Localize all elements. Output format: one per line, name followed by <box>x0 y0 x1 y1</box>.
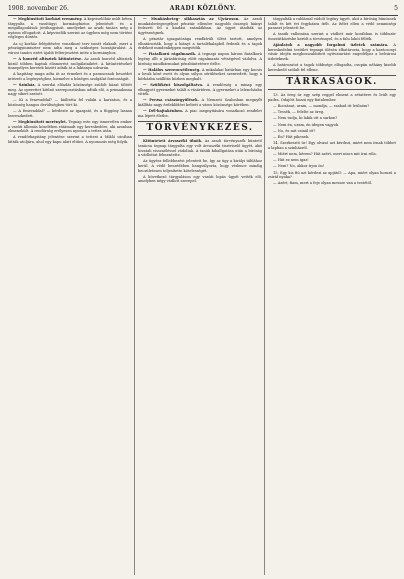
article-paragraph <box>268 129 396 134</box>
article-paragraph <box>268 93 396 102</box>
article-text: — No, és mit csinál itt? <box>273 128 316 133</box>
article-text: A kapitány maga adta át az érmeket és a parancsnok beszédet intézett a legénységhez, kiemelve a hűséges szolgálat fontosságát. <box>8 72 132 81</box>
article-paragraph <box>138 109 262 118</box>
article-paragraph <box>138 83 262 97</box>
newspaper-title: ARADI KÖZLÖNY. <box>169 5 237 12</box>
article-text: Az ügyész fellebbezést jelentett be, így az ügy a királyi táblához kerül. A védő beszédében hangsúlyozta, hogy védence mindig becsületesen teljesítette kötelességét. <box>138 159 262 173</box>
article-paragraph <box>8 135 132 144</box>
page-header <box>8 3 398 16</box>
article-lead: — Dél-bajtakénben. <box>143 109 184 114</box>
article-text: 14. Szerkesztő úr! Egy olvasó azt kérdezi, miért nem írnak többet a lapban a színházról. <box>268 141 396 150</box>
article-paragraph <box>268 104 396 109</box>
article-text: A piac megnyitására vonatkozó rendelet ma lépett életbe. <box>138 109 262 118</box>
article-text: A következő tárgyaláson egy vasúti lopás ügyét vették elő, amelyben négy vádlott szerepel. <box>138 174 262 184</box>
article-paragraph <box>268 164 396 169</box>
article-paragraph <box>138 37 262 51</box>
issue-date: 1908. november 26. <box>8 5 69 12</box>
article-paragraph <box>138 175 262 184</box>
article-text: A rendőrség a minap egy elhagyott gyermeket talált a vásártéren. A gyermeket a lelencházba vitték. <box>138 83 262 97</box>
article-text: A Nemzeti Szalonban megnyílt kiállítás nagy érdeklődést keltett a város közönsége körében. <box>138 98 262 108</box>
article-lead: Kitüntetett árvaszéki ülnök. <box>143 139 203 144</box>
article-paragraph <box>138 139 262 157</box>
column-1 <box>8 17 132 575</box>
article-paragraph <box>268 116 396 121</box>
column-2 <box>138 17 262 575</box>
article-text: — Hát ez nem igaz! <box>273 158 309 163</box>
article-paragraph <box>268 63 396 72</box>
article-paragraph <box>8 98 132 107</box>
article-paragraph <box>138 159 262 173</box>
article-paragraph <box>268 152 396 157</box>
column-rule <box>264 17 265 575</box>
article-text: — Bocsánat, uram, — mondja, — szabad itt leülnöm? <box>273 104 370 109</box>
article-text: — Nem én, uram, én idegen vagyok. <box>273 122 340 127</box>
article-paragraph <box>268 171 396 180</box>
article-text: 13. Az öreg úr egy szép reggel elment a sétatérre és leült egy padra. Odajött hozzá egy fiatalember. <box>268 93 396 102</box>
article-paragraph <box>268 123 396 128</box>
article-paragraph <box>138 98 262 107</box>
article-text: Tegnap este egy ismeretlen ember a vasúti állomás közelében rátámadt egy kereskedőre, aki azonban elmenekült. A rendőrség erélyesen nyomoz a tettes után. <box>8 120 132 134</box>
article-text: A pénztár igazgatósága rendkívüli ülést tartott, amelyen elhatározták, hogy a hiányt a tartalékalapból fedezik és a tagok érdekeit mindenképpen megvédik. <box>138 36 262 51</box>
article-lead: — Szülőként kiszolgáltatva. <box>143 83 204 88</box>
article-text: — A fenevaddal? — kérdezte az igazgató, és a függöny lassan leereszkedett. <box>8 109 132 118</box>
article-lead: — Perzsa császárgyűlések. <box>143 98 199 103</box>
article-text: — Nem? No, akkor írjon ön! <box>273 164 325 169</box>
article-paragraph <box>8 17 132 40</box>
article-text: A határozatot a tagok többsége elfogadta, csupán néhány kisebb kereskedő szólalt fel ellene. <box>268 63 396 72</box>
article-text: A tegnapi napon három fiatalkorú legény állt a járásbíróság előtt rágalmazás vétségével vádolva. A bíróság mindhármukat pénzbüntetésre ítélte. <box>138 52 262 66</box>
page-number: 5 <box>394 5 398 12</box>
article-paragraph <box>268 17 396 31</box>
article-text: A kepviselőház múlt héten tárgyalta a vasútügyi kormánybiztos jelentését és a megállapodások jóváhagyását, amelyeket az aradi tanács még a nyáron elfogadott. A képviselők szerint az ügyben még nem történt végleges döntés. <box>8 17 132 40</box>
section-heading: TÖRVÉNYKEZÉS. <box>138 121 262 136</box>
article-paragraph <box>268 32 396 41</box>
article-paragraph <box>8 72 132 81</box>
article-paragraph <box>268 181 396 186</box>
column-3 <box>268 17 396 575</box>
article-lead: Ajánlatok a nagyobb forgalmú üzletek számára. <box>273 43 389 48</box>
article-text: Az uj korház felépítésére vonatkozó terv ismét elakadt, mert a pénzügyminiszter nem adta meg a szükséges hozzájárulást. A városi tanács ezért újabb felterjesztést intéz a kormányhoz. <box>8 41 132 55</box>
article-paragraph <box>8 120 132 134</box>
article-paragraph <box>138 52 262 66</box>
article-paragraph <box>8 57 132 71</box>
article-lead: — Meghiusitott korházi erenmény. <box>13 17 83 21</box>
article-lead: — A honvéd altisztek kitüntetése. <box>13 56 83 61</box>
article-paragraph <box>268 110 396 115</box>
article-lead: — Fiatalkorú rágalmazók. <box>143 52 197 57</box>
article-text: A kereskedelmi testület tegnapi ülésén elhatározta, hogy a karácsonyi vásár idején meghosszabbított nyitvatartást engedélyez a belvárosi üzleteknek. <box>268 43 396 61</box>
article-text: — Miért nem, kérem? Hát azért, mert nincs mit írni róla. <box>273 152 377 156</box>
article-paragraph <box>268 141 396 150</box>
article-paragraph <box>268 43 396 61</box>
article-text: A tanúk vallomása szerint a vádlott már korábban is többször összeütközésbe került a törvénnyel, és a falu lakói félték. <box>268 32 396 41</box>
section-heading: TÁRKASÁGOK. <box>268 75 396 90</box>
article-text: A mikalakai határban egy kocsis a lovak közé esett és olyan súlyos sérüléseket szenvedett, hogy a kórházba szállítás közben meghalt. <box>138 67 262 81</box>
article-paragraph <box>138 68 262 82</box>
article-text: 15. Egy kis fiú azt kérdezi az apjától: — Apa, miért olyan hosszú a zsiráf nyaka? <box>268 170 396 180</box>
article-text: — Tessék, — felelte az öreg. <box>273 110 325 115</box>
article-paragraph <box>8 83 132 97</box>
article-text: Az aradi törvényszék büntető tanácsa tegnap tárgyalta egy volt árvaszéki tisztviselő ügyét, akit hivatali visszaéléssel vádoltak. A tanúk kihallgatása után a bíróság a vádlottat felmentette. <box>138 139 262 158</box>
article-text: — Azért, fiam, mert a feje olyan messze van a testétől. <box>273 181 373 186</box>
article-lead: — Munkásbeteg- sikkasztás az Ujvároson. <box>143 17 240 21</box>
article-text: — Nem tudja, ki lakik ott a sarkon? <box>273 116 338 121</box>
article-paragraph <box>268 135 396 140</box>
article-lead: — Halálos szerencsétlenség. <box>143 67 201 72</box>
column-rule <box>134 17 135 575</box>
article-lead: — Meghiusitott merénylet. <box>13 120 68 125</box>
article-text: A rendőrkapitány jelentése szerint a tettest a Mikló utcában látták utoljára, ahol egy kapu alatt eltűnt. A nyomozás még folyik. <box>8 135 132 144</box>
article-text: A szerdai előadás közönsége zsúfolt házat töltött meg. Az operettet kitűnő szereposztásban adták elő, a primadonna nagy sikert aratott. <box>8 83 132 97</box>
article-text: — Ki a fenevaddal? — kiáltotta fel valaki a karzaton, és a közönség hangos derültségben tört ki. <box>8 98 132 108</box>
article-text: Az aradi munkásbetegsegélyző pénztár ellenőre nagyobb összegű hiányt fedezett fel a kiadási számlákban. Az ügyet átadták az ügyészségnek. <box>138 17 262 35</box>
article-paragraph <box>8 42 132 56</box>
article-text: — Én? Hát pihenek. <box>273 135 310 140</box>
article-lead: — Színház. <box>13 83 36 88</box>
article-paragraph <box>8 109 132 118</box>
article-paragraph <box>138 17 262 35</box>
article-text: tárgyalták a rablással vádolt legény ügyét, akit a bíróság bűnösnek talált és két évi fegyházra ítélt. Az ítélet ellen a védő semmiségi panaszt jelentett be. <box>268 17 396 31</box>
article-text: Az aradi honvéd altisztek közül többen kaptak elismerést szolgálataikért. A kitüntetéseket ünnepélyes keretek között adták át a laktanya udvarán. <box>8 56 132 71</box>
article-paragraph <box>268 158 396 163</box>
